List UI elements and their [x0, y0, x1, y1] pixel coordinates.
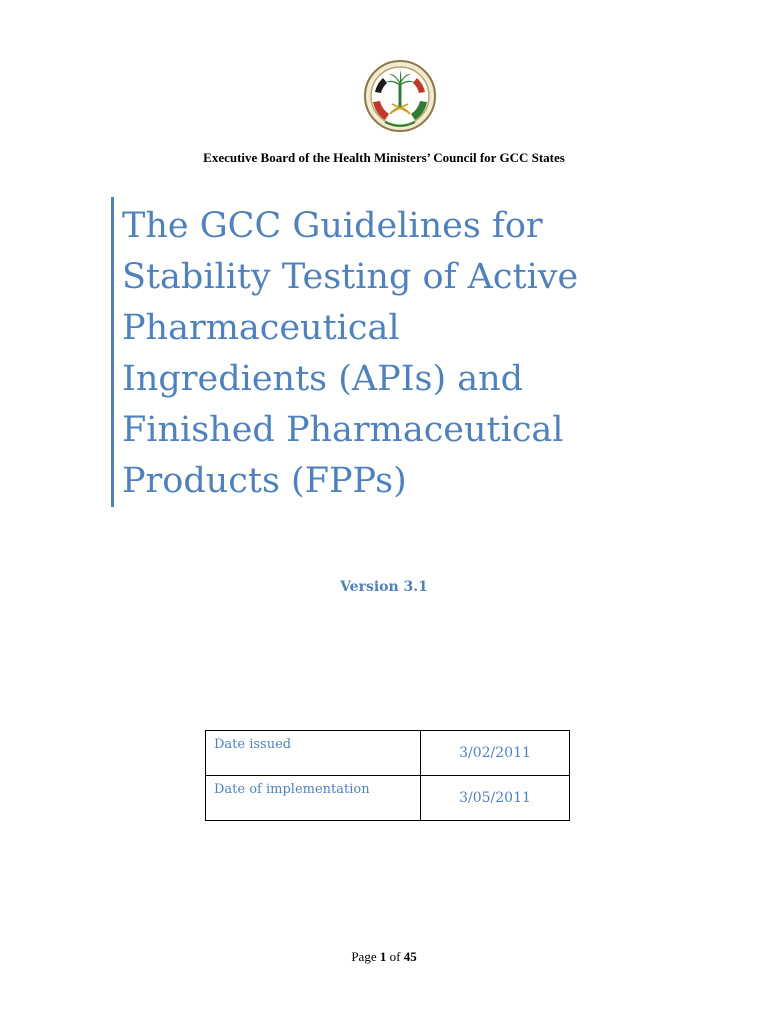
version-label: Version 3.1: [340, 579, 428, 595]
title-line: Ingredients (APIs) and: [122, 359, 524, 399]
date-implementation-label: Date of implementation: [206, 776, 421, 821]
title-line: Pharmaceutical: [122, 308, 400, 348]
date-implementation-value: 3/05/2011: [421, 776, 570, 821]
document-title: [114, 197, 754, 507]
page-current: 1: [379, 949, 387, 964]
title-line: The GCC Guidelines for: [122, 206, 543, 246]
of-word: of: [389, 949, 401, 964]
gcc-emblem-icon: [363, 58, 437, 134]
dates-table: [205, 730, 570, 821]
date-issued-label: Date issued: [206, 731, 421, 776]
title-line: Stability Testing of Active: [122, 257, 579, 297]
title-line: Products (FPPs): [122, 461, 407, 501]
title-line: Finished Pharmaceutical: [122, 410, 564, 450]
table-row: [206, 776, 570, 821]
page-footer: [0, 949, 768, 965]
table-row: [206, 731, 570, 776]
title-block: [111, 197, 754, 507]
date-issued-value: 3/02/2011: [421, 731, 570, 776]
board-header: Executive Board of the Health Ministers’ Council for GCC States: [203, 150, 565, 165]
page-word: Page: [351, 949, 377, 964]
page-total: 45: [403, 949, 417, 964]
